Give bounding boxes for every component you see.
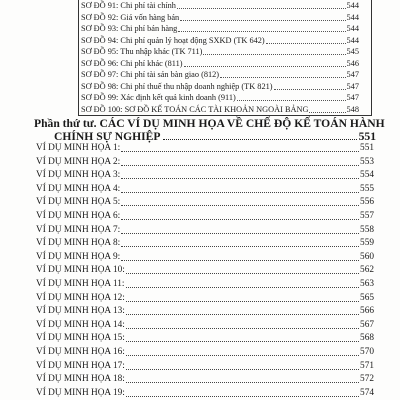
toc-entry-label: VÍ DỤ MINH HỌA 12: bbox=[36, 292, 125, 303]
toc-entry[interactable] bbox=[36, 360, 374, 373]
toc-entry-page: 558 bbox=[360, 224, 374, 235]
dot-leader bbox=[126, 273, 359, 274]
toc-entry[interactable] bbox=[36, 237, 374, 250]
toc-entry-page: 546 bbox=[346, 58, 359, 68]
toc-entry[interactable] bbox=[81, 46, 359, 57]
toc-entry-label: VÍ DỤ MINH HỌA 4: bbox=[36, 183, 121, 194]
dot-leader bbox=[121, 178, 359, 179]
dot-leader bbox=[126, 382, 359, 383]
toc-entry[interactable] bbox=[36, 183, 374, 196]
toc-entry-page: 551 bbox=[360, 143, 374, 153]
dot-leader bbox=[126, 369, 359, 370]
diagram-list-box bbox=[78, 0, 372, 116]
toc-entry[interactable] bbox=[81, 0, 359, 11]
toc-entry[interactable] bbox=[81, 92, 359, 103]
dot-leader bbox=[220, 77, 346, 78]
toc-entry[interactable] bbox=[81, 69, 359, 80]
toc-entry-label: SƠ ĐỒ 92: Giá vốn hàng bán bbox=[81, 12, 180, 22]
dot-leader bbox=[126, 287, 360, 288]
toc-entry-page: 560 bbox=[360, 251, 374, 262]
toc-entry-page: 555 bbox=[360, 183, 374, 194]
toc-entry-page: 563 bbox=[360, 279, 374, 289]
dot-leader bbox=[126, 396, 359, 397]
toc-entry-label: SƠ ĐỒ 96: Chi phí khác (811) bbox=[81, 58, 183, 68]
toc-entry[interactable] bbox=[36, 332, 374, 345]
toc-entry-label: VÍ DỤ MINH HỌA 18: bbox=[36, 374, 125, 385]
toc-entry-page: 547 bbox=[346, 70, 359, 79]
toc-entry-page: 559 bbox=[360, 238, 374, 249]
toc-entry-label: VÍ DỤ MINH HỌA 17: bbox=[36, 360, 125, 371]
toc-entry-label: VÍ DỤ MINH HỌA 1: bbox=[36, 143, 121, 153]
toc-entry-label: VÍ DỤ MINH HỌA 2: bbox=[36, 156, 121, 167]
toc-entry-page: 548 bbox=[346, 104, 359, 114]
toc-entry-label: SƠ ĐỒ 95: Thu nhập khác (TK 711) bbox=[81, 47, 203, 56]
dot-leader bbox=[274, 89, 346, 90]
dot-leader bbox=[126, 355, 359, 356]
toc-entry-page: 545 bbox=[346, 47, 359, 56]
toc-entry[interactable] bbox=[81, 81, 359, 92]
toc-entry[interactable] bbox=[36, 278, 374, 291]
toc-entry-label: VÍ DỤ MINH HỌA 9: bbox=[36, 251, 121, 262]
toc-entry[interactable] bbox=[36, 319, 374, 332]
toc-entry[interactable] bbox=[36, 264, 374, 277]
toc-entry[interactable] bbox=[36, 224, 374, 237]
toc-entry-page: 556 bbox=[360, 197, 374, 208]
toc-entry-page: 568 bbox=[360, 333, 374, 344]
toc-entry[interactable] bbox=[36, 169, 374, 182]
part-heading-line1 bbox=[34, 117, 385, 130]
dot-leader bbox=[121, 165, 359, 166]
toc-entry[interactable] bbox=[36, 292, 374, 305]
dot-leader bbox=[178, 31, 345, 32]
toc-entry[interactable] bbox=[36, 156, 374, 169]
toc-entry-label: VÍ DỤ MINH HỌA 16: bbox=[36, 347, 125, 357]
toc-entry-page: 544 bbox=[346, 12, 359, 22]
toc-entry-label: VÍ DỤ MINH HỌA 5: bbox=[36, 197, 121, 208]
part-heading[interactable] bbox=[34, 117, 385, 143]
dot-leader bbox=[177, 8, 346, 9]
dot-leader bbox=[126, 314, 359, 315]
dot-leader bbox=[163, 139, 357, 140]
toc-entry[interactable] bbox=[36, 373, 374, 386]
toc-entry-page: 574 bbox=[360, 387, 374, 398]
dot-leader bbox=[309, 112, 345, 113]
dot-leader bbox=[121, 246, 359, 247]
toc-entry-label: SƠ ĐỒ 99: Xác định kết quả kinh doanh (911) bbox=[81, 93, 236, 102]
dot-leader bbox=[266, 43, 346, 44]
toc-entry-label: VÍ DỤ MINH HỌA 8: bbox=[36, 238, 121, 249]
toc-entry[interactable] bbox=[36, 251, 374, 264]
toc-entry[interactable] bbox=[36, 196, 374, 209]
toc-entry-label: VÍ DỤ MINH HỌA 14: bbox=[36, 319, 125, 330]
toc-entry-page: 565 bbox=[360, 292, 374, 303]
toc-entry-page: 544 bbox=[346, 35, 359, 45]
part-title-line2: CHÍNH SỰ NGHIỆP bbox=[54, 130, 161, 143]
dot-leader bbox=[126, 341, 359, 342]
toc-entry-page: 544 bbox=[346, 24, 359, 33]
toc-entry-label: SƠ ĐỒ 93: Chi phí bán hàng bbox=[81, 24, 178, 33]
toc-entry[interactable] bbox=[36, 346, 374, 359]
toc-entry[interactable] bbox=[81, 35, 359, 46]
toc-entry-page: 544 bbox=[346, 1, 359, 10]
toc-entry-label: SƠ ĐỒ 94: Chi phí quản lý hoạt động SXKD (TK 642) bbox=[81, 35, 265, 45]
toc-entry-label: SƠ ĐỒ 97: Chi phí tài sản bàn giao (812) bbox=[81, 70, 220, 79]
toc-entry[interactable] bbox=[81, 104, 359, 115]
dot-leader bbox=[121, 219, 359, 220]
toc-entry-label: SƠ ĐỒ 100: SƠ ĐỒ KẾ TOÁN CÁC TÀI KHOẢN NGOÀI BẢNG bbox=[81, 104, 309, 114]
dot-leader bbox=[121, 205, 359, 206]
dot-leader bbox=[121, 151, 359, 152]
toc-entry-page: 547 bbox=[346, 93, 359, 102]
toc-entry-label: VÍ DỤ MINH HỌA 11: bbox=[36, 279, 125, 289]
dot-leader bbox=[126, 328, 359, 329]
toc-entry-page: 567 bbox=[360, 319, 374, 330]
toc-entry-label: VÍ DỤ MINH HỌA 13: bbox=[36, 306, 125, 317]
toc-entry[interactable] bbox=[36, 305, 374, 318]
part-label: Phần thứ tư. bbox=[34, 117, 97, 130]
dot-leader bbox=[180, 20, 345, 21]
part-title-line1: CÁC VÍ DỤ MINH HỌA VỀ CHẾ ĐỘ KẾ TOÁN HÀNH bbox=[99, 117, 385, 130]
toc-entry-label: VÍ DỤ MINH HỌA 10: bbox=[36, 265, 125, 276]
toc-entry-label: VÍ DỤ MINH HỌA 19: bbox=[36, 387, 125, 398]
toc-entry-label: VÍ DỤ MINH HỌA 7: bbox=[36, 224, 121, 235]
dot-leader bbox=[184, 66, 346, 67]
toc-entry-label: SƠ ĐỒ 91: Chi phí tài chính bbox=[81, 1, 176, 10]
dot-leader bbox=[237, 100, 346, 101]
toc-entry-page: 557 bbox=[360, 211, 374, 221]
toc-entry[interactable] bbox=[36, 142, 374, 155]
dot-leader bbox=[121, 233, 359, 234]
toc-entry[interactable] bbox=[36, 210, 374, 223]
toc-entry-label: VÍ DỤ MINH HỌA 15: bbox=[36, 333, 125, 344]
toc-entry-page: 572 bbox=[360, 374, 374, 385]
dot-leader bbox=[203, 54, 345, 55]
toc-entry-page: 571 bbox=[360, 360, 374, 371]
toc-entry-page: 562 bbox=[360, 265, 374, 276]
toc-entry-page: 554 bbox=[360, 170, 374, 181]
toc-entry[interactable] bbox=[81, 23, 359, 34]
toc-entry[interactable] bbox=[81, 58, 359, 69]
toc-entry-page: 566 bbox=[360, 306, 374, 317]
toc-entry-page: 570 bbox=[360, 347, 374, 357]
toc-entry-page: 547 bbox=[346, 81, 359, 91]
toc-entry[interactable] bbox=[81, 12, 359, 23]
dot-leader bbox=[121, 192, 359, 193]
dot-leader bbox=[121, 260, 359, 261]
toc-entry-label: VÍ DỤ MINH HỌA 6: bbox=[36, 211, 121, 221]
toc-entry-label: VÍ DỤ MINH HỌA 3: bbox=[36, 170, 121, 181]
part-page: 551 bbox=[358, 130, 376, 143]
toc-entry-label: SƠ ĐỒ 98: Chi phí thuế thu nhập doanh nghiệp (TK 821) bbox=[81, 81, 273, 91]
toc-entry[interactable] bbox=[36, 387, 374, 400]
toc-entry-page: 553 bbox=[360, 156, 374, 167]
dot-leader bbox=[126, 301, 359, 302]
